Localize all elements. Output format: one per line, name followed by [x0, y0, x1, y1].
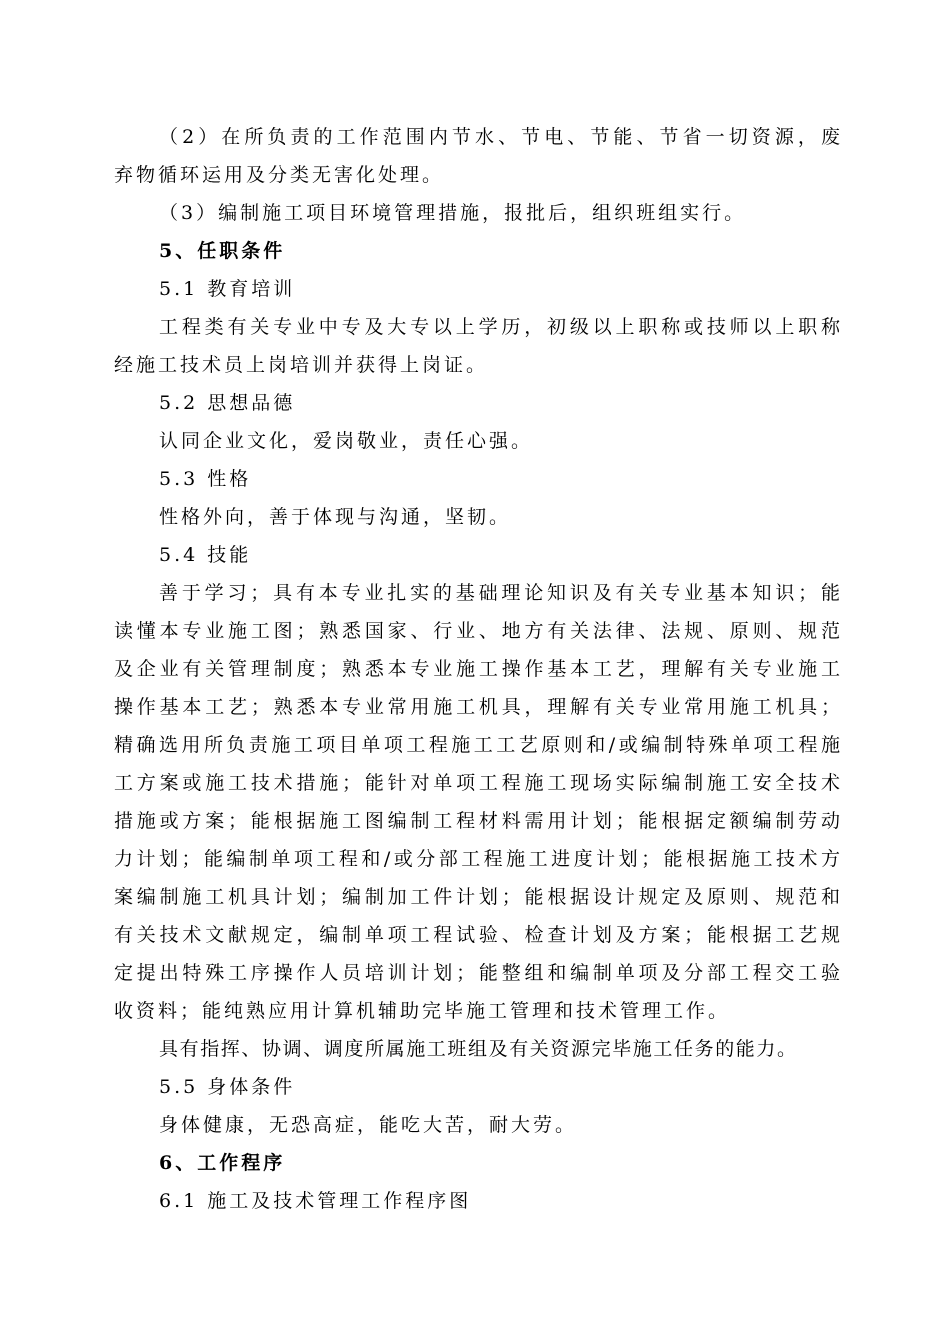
paragraph-line: 收资料；能纯熟应用计算机辅助完毕施工管理和技术管理工作。 [114, 1000, 731, 1022]
paragraph-line: 定提出特殊工序操作人员培训计划；能整组和编制单项及分部工程交工验 [114, 962, 840, 984]
paragraph-line: （3）编制施工项目环境管理措施，报批后，组织班组实行。 [159, 202, 747, 224]
paragraph-line: 工方案或施工技术措施；能针对单项工程施工现场实际编制施工安全技术 [114, 772, 840, 794]
paragraph-line: 读懂本专业施工图；熟悉国家、行业、地方有关法律、法规、原则、规范 [114, 620, 840, 642]
subsection-heading: 5.5 身体条件 [159, 1076, 296, 1098]
section-heading: 6、工作程序 [159, 1152, 286, 1174]
section-heading: 5、任职条件 [159, 240, 286, 262]
paragraph-line: 身体健康，无恐高症，能吃大苦，耐大劳。 [159, 1114, 578, 1136]
paragraph-line: 具有指挥、协调、调度所属施工班组及有关资源完毕施工任务的能力。 [159, 1038, 798, 1060]
paragraph-line: （2）在所负责的工作范围内节水、节电、节能、节省一切资源，废 [159, 126, 840, 148]
subsection-heading: 5.3 性格 [159, 468, 252, 490]
subsection-heading: 5.4 技能 [159, 544, 252, 566]
subsection-heading: 5.1 教育培训 [159, 278, 296, 300]
subsection-heading: 5.2 思想品德 [159, 392, 296, 414]
paragraph-line: 认同企业文化，爱岗敬业，责任心强。 [159, 430, 534, 452]
paragraph-line: 弃物循环运用及分类无害化处理。 [114, 164, 445, 186]
paragraph-line: 操作基本工艺；熟悉本专业常用施工机具，理解有关专业常用施工机具； [114, 696, 840, 718]
paragraph-line: 工程类有关专业中专及大专以上学历，初级以上职称或技师以上职称 [159, 316, 840, 338]
paragraph-line: 精确选用所负责施工项目单项工程施工工艺原则和/或编制特殊单项工程施 [114, 734, 840, 756]
paragraph-line: 及企业有关管理制度；熟悉本专业施工操作基本工艺，理解有关专业施工 [114, 658, 840, 680]
paragraph-line: 性格外向，善于体现与沟通，坚韧。 [159, 506, 512, 528]
subsection-heading: 6.1 施工及技术管理工作程序图 [159, 1190, 472, 1212]
paragraph-line: 有关技术文献规定，编制单项工程试验、检查计划及方案；能根据工艺规 [114, 924, 840, 946]
paragraph-line: 案编制施工机具计划；编制加工件计划；能根据设计规定及原则、规范和 [114, 886, 840, 908]
paragraph-line: 措施或方案；能根据施工图编制工程材料需用计划；能根据定额编制劳动 [114, 810, 840, 832]
paragraph-line: 经施工技术员上岗培训并获得上岗证。 [114, 354, 489, 376]
paragraph-line: 善于学习；具有本专业扎实的基础理论知识及有关专业基本知识；能 [159, 582, 840, 604]
paragraph-line: 力计划；能编制单项工程和/或分部工程施工进度计划；能根据施工技术方 [114, 848, 840, 870]
